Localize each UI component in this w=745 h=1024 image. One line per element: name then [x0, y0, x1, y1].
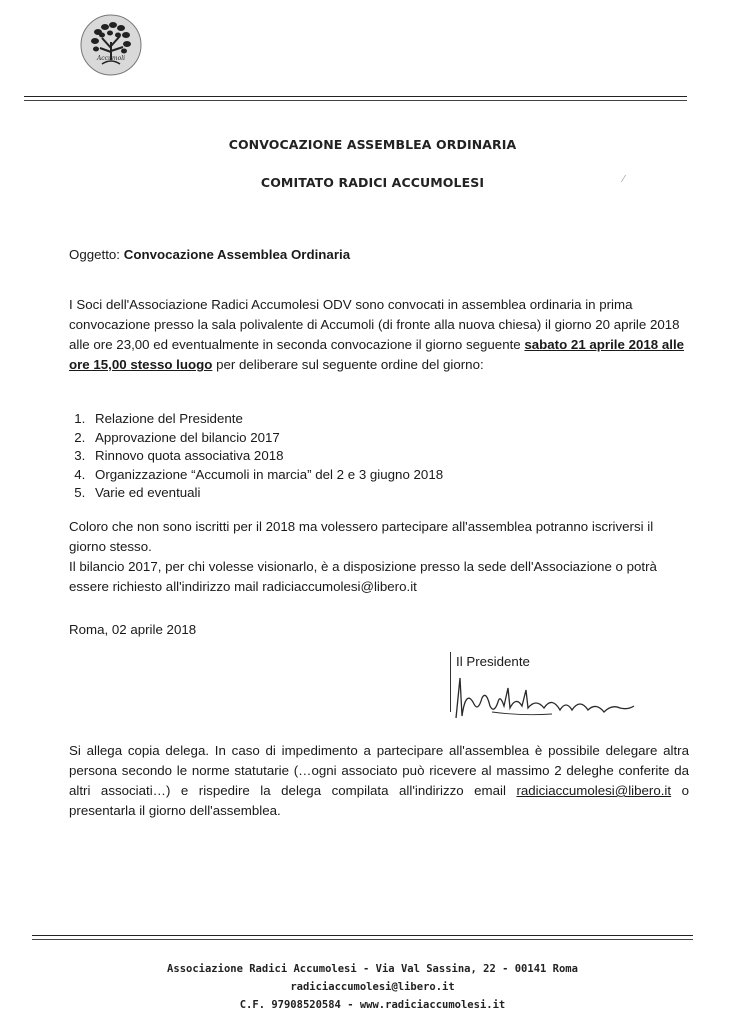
convocation-text-end: per deliberare sul seguente ordine del giorno:	[212, 357, 484, 372]
scan-speck: ⁄	[623, 174, 625, 185]
tree-logo-icon	[80, 14, 142, 76]
logo-text: Accumoli	[96, 55, 126, 62]
convocation-paragraph	[69, 295, 689, 375]
footer-email: radiciaccumolesi@libero.it	[290, 981, 455, 993]
header-divider-secondary	[24, 100, 687, 101]
subject-line	[69, 245, 689, 265]
footer-divider	[32, 935, 693, 936]
agenda-list	[69, 410, 649, 503]
agenda-item: 1. Relazione del Presidente	[89, 410, 649, 429]
agenda-item: 2. Approvazione del bilancio 2017	[89, 429, 649, 448]
agenda-item: 3. Rinnovo quota associativa 2018	[89, 447, 649, 466]
header-divider	[24, 96, 687, 97]
delegation-text-end: o presentarla il giorno dell'assemblea.	[69, 783, 689, 818]
footer-address: Associazione Radici Accumolesi - Via Val Sassina, 22 - 00141 Roma	[167, 963, 578, 975]
convocation-text: I Soci dell'Associazione Radici Accumolesi ODV sono convocati in assemblea ordinaria in prima convocazione presso la sala polivalente di Accumoli (di fronte alla nuova chiesa) il giorno 20 aprile 2018 alle ore 23,00 ed eventualmente in seconda convocazione il giorno seguente	[69, 297, 680, 352]
document-date: Roma, 02 aprile 2018	[69, 622, 197, 637]
delegation-paragraph	[69, 741, 689, 821]
document-subtitle: COMITATO RADICI ACCUMOLESI	[260, 175, 485, 190]
signature-mark	[450, 652, 451, 712]
subject-label: Oggetto:	[69, 247, 121, 262]
convocation-date-highlight: sabato 21 aprile 2018 alle ore 15,00 stesso luogo	[69, 337, 685, 372]
budget-paragraph: Il bilancio 2017, per chi volesse visionarlo, è a disposizione presso la sede dell'Associazione o potrà essere richiesto all'indirizzo mail radiciaccumolesi@libero.it	[69, 559, 657, 594]
subject-value: Convocazione Assemblea Ordinaria	[123, 247, 351, 262]
footer-divider-secondary	[32, 939, 693, 940]
agenda-item: 4. Organizzazione “Accumoli in marcia” del 2 e 3 giugno 2018	[89, 466, 649, 485]
delegation-email-link[interactable]: radiciaccumolesi@libero.it	[516, 783, 672, 798]
footer-tax-website: C.F. 97908520584 - www.radiciaccumolesi.it	[239, 999, 506, 1011]
delegation-text: Si allega copia delega. In caso di impedimento a partecipare all'assemblea è possibile delegare altra persona secondo le norme statutarie (…ogni associato può ricevere al massimo 2 deleghe conferite da altri associati…) e rispedire la delega compilata all'indirizzo email	[69, 743, 689, 798]
agenda-item: 5. Varie ed eventuali	[89, 484, 649, 503]
signature-label: Il Presidente	[456, 654, 530, 669]
signature-icon	[452, 668, 642, 728]
document-title: CONVOCAZIONE ASSEMBLEA ORDINARIA	[228, 137, 517, 152]
registration-paragraph: Coloro che non sono iscritti per il 2018 ma volessero partecipare all'assemblea potranno iscriversi il giorno stesso.	[69, 519, 654, 554]
